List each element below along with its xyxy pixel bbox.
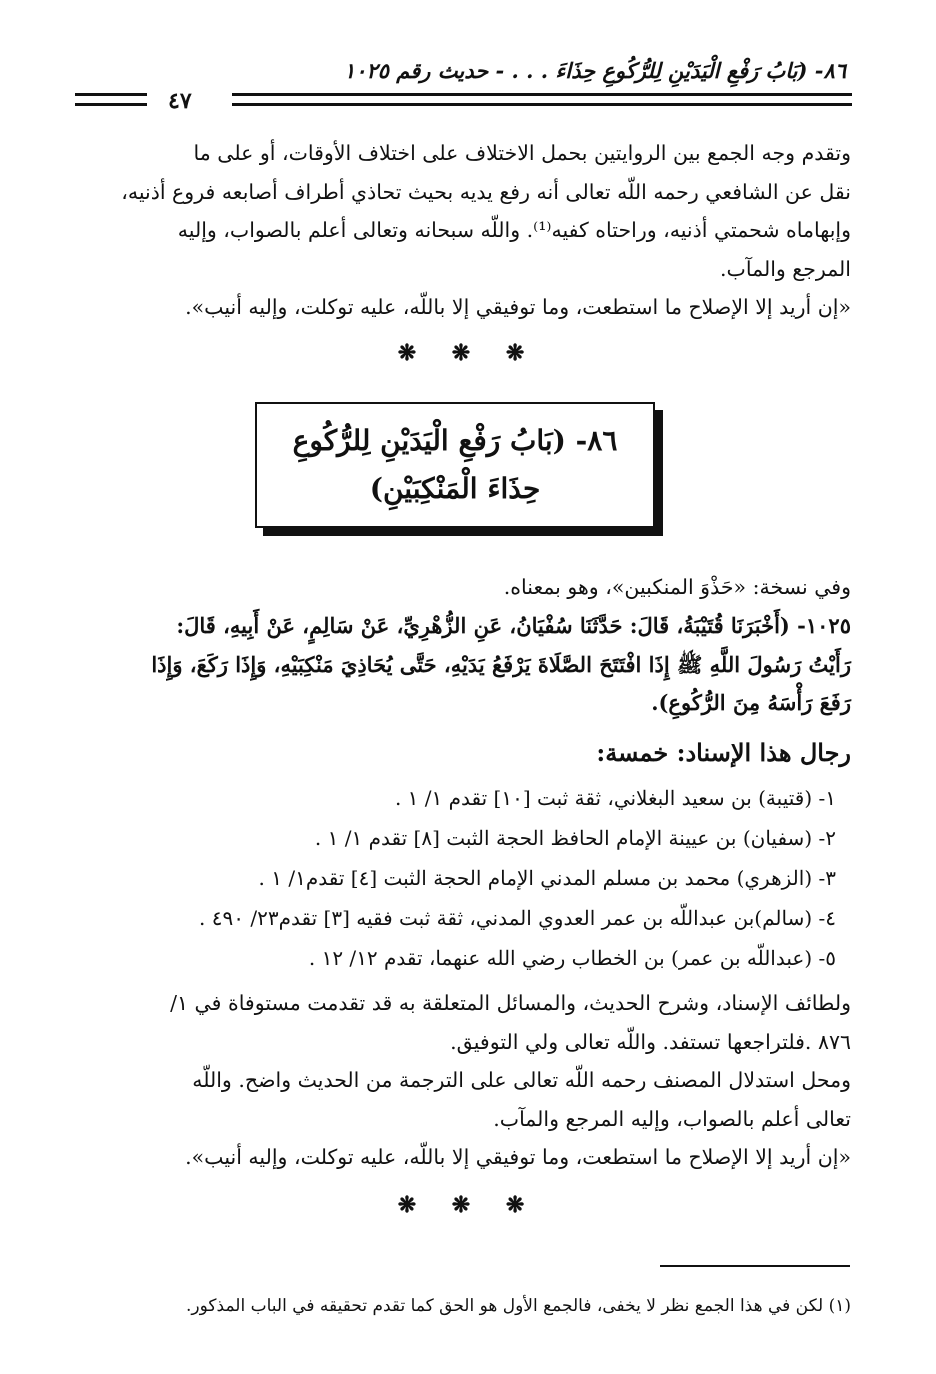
section-divider-stars: ❋ ❋ ❋	[397, 1192, 539, 1218]
hadith-line: رَأَيْتُ رَسُولَ اللَّهِ ﷺ إِذَا افْتَتَحَ الصَّلَاةَ يَرْفَعُ يَدَيْهِ، حَتَّى يُحَاذِيَ مَنْكِبَيْهِ، وَإِذَا رَكَعَ، وَإِذَا	[151, 651, 851, 677]
chapter-title-line1: ٨٦- (بَابُ رَفْعِ الْيَدَيْنِ لِلرُّكُوعِ	[292, 424, 618, 457]
header-rule-right	[232, 93, 852, 106]
intro-line: وتقدم وجه الجمع بين الروايتين بحمل الاختلاف على اختلاف الأوقات، أو على ما	[193, 141, 851, 165]
chapter-title-box	[255, 402, 655, 528]
hadith-text	[76, 607, 851, 723]
hadith-line: ١٠٢٥- (أَخْبَرَنَا قُتَيْبَةُ، قَالَ: حَدَّثَنَا سُفْيَانُ، عَنِ الزُّهْرِيِّ، عَنْ سَالِمٍ، عَنْ أَبِيهِ، قَالَ:	[176, 613, 851, 638]
intro-paragraph	[76, 134, 851, 327]
narrator-item: ٤- (سالم)بن عبداللّه بن عمر العدوي المدني، ثقة ثبت فقيه [٣] تقدم٢٣/ ٤٩٠ .	[199, 906, 836, 930]
footnote: (١) لكن في هذا الجمع نظر لا يخفى، فالجمع الأول هو الحق كما تقدم تحقيقه في الباب المذكور.	[186, 1296, 851, 1316]
intro-line: نقل عن الشافعي رحمه اللّه تعالى أنه رفع يديه بحيث تحاذي أطراف أصابعه فروع أذنيه،	[121, 179, 851, 204]
closing-line: ولطائف الإسناد، وشرح الحديث، والمسائل المتعلقة به قد تقدمت مستوفاة في ١/	[170, 991, 851, 1015]
header-rule-left	[75, 93, 147, 106]
variant-note-line: وفي نسخة: «حَذْوَ المنكبين»، وهو بمعناه.	[503, 575, 851, 599]
closing-line: تعالى أعلم بالصواب، وإليه المرجع والمآب.	[493, 1106, 851, 1131]
narrator-item: ١- (قتيبة) بن سعيد البغلاني، ثقة ثبت [١٠] تقدم ١/ ١ .	[394, 786, 836, 810]
closing-line: ٨٧٦ .فلتراجعها تستفد. واللّه تعالى ولي التوفيق.	[450, 1029, 851, 1054]
rijal-heading: رجال هذا الإسناد: خمسة:	[596, 738, 851, 767]
intro-line: المرجع والمآب.	[720, 256, 851, 281]
intro-line: وإبهاماه شحمتي أذنيه، وراحتاه كفيه⁽¹⁾. واللّه سبحانه وتعالى أعلم بالصواب، وإليه	[177, 218, 851, 242]
intro-quran-line: «إن أريد إلا الإصلاح ما استطعت، وما توفيقي إلا باللّه، عليه توكلت، وإليه أنيب».	[185, 295, 851, 319]
footnote-separator	[660, 1265, 850, 1267]
hadith-line: رَفَعَ رَأْسَهُ مِنَ الرُّكُوعِ).	[651, 690, 851, 715]
closing-line: ومحل استدلال المصنف رحمه اللّه تعالى على الترجمة من الحديث واضح. واللّه	[192, 1068, 851, 1092]
narrator-item: ٢- (سفيان) بن عيينة الإمام الحافظ الحجة الثبت [٨] تقدم ١/ ١ .	[314, 826, 836, 850]
narrator-item: ٣- (الزهري) محمد بن مسلم المدني الإمام الحجة الثبت [٤] تقدم١/ ١ .	[258, 866, 836, 890]
variant-note	[76, 568, 851, 607]
closing-paragraph	[76, 984, 851, 1177]
chapter-title-line2: حِذَاءَ الْمَنْكِبَيْنِ)	[369, 472, 541, 505]
closing-quran-line: «إن أريد إلا الإصلاح ما استطعت، وما توفيقي إلا باللّه، عليه توكلت، وإليه أنيب».	[185, 1145, 851, 1169]
running-header-title: ٨٦- (بَابُ رَفْعِ الْيَدَيْنِ لِلرُّكُوعِ حِذَاءَ . . . - حديث رقم ١٠٢٥	[343, 58, 846, 83]
page-number: ٤٧	[168, 88, 192, 114]
section-divider-stars: ❋ ❋ ❋	[397, 340, 539, 366]
narrator-item: ٥- (عبداللّه بن عمر) بن الخطاب رضي الله عنهما، تقدم ١٢/ ١٢ .	[308, 946, 836, 970]
